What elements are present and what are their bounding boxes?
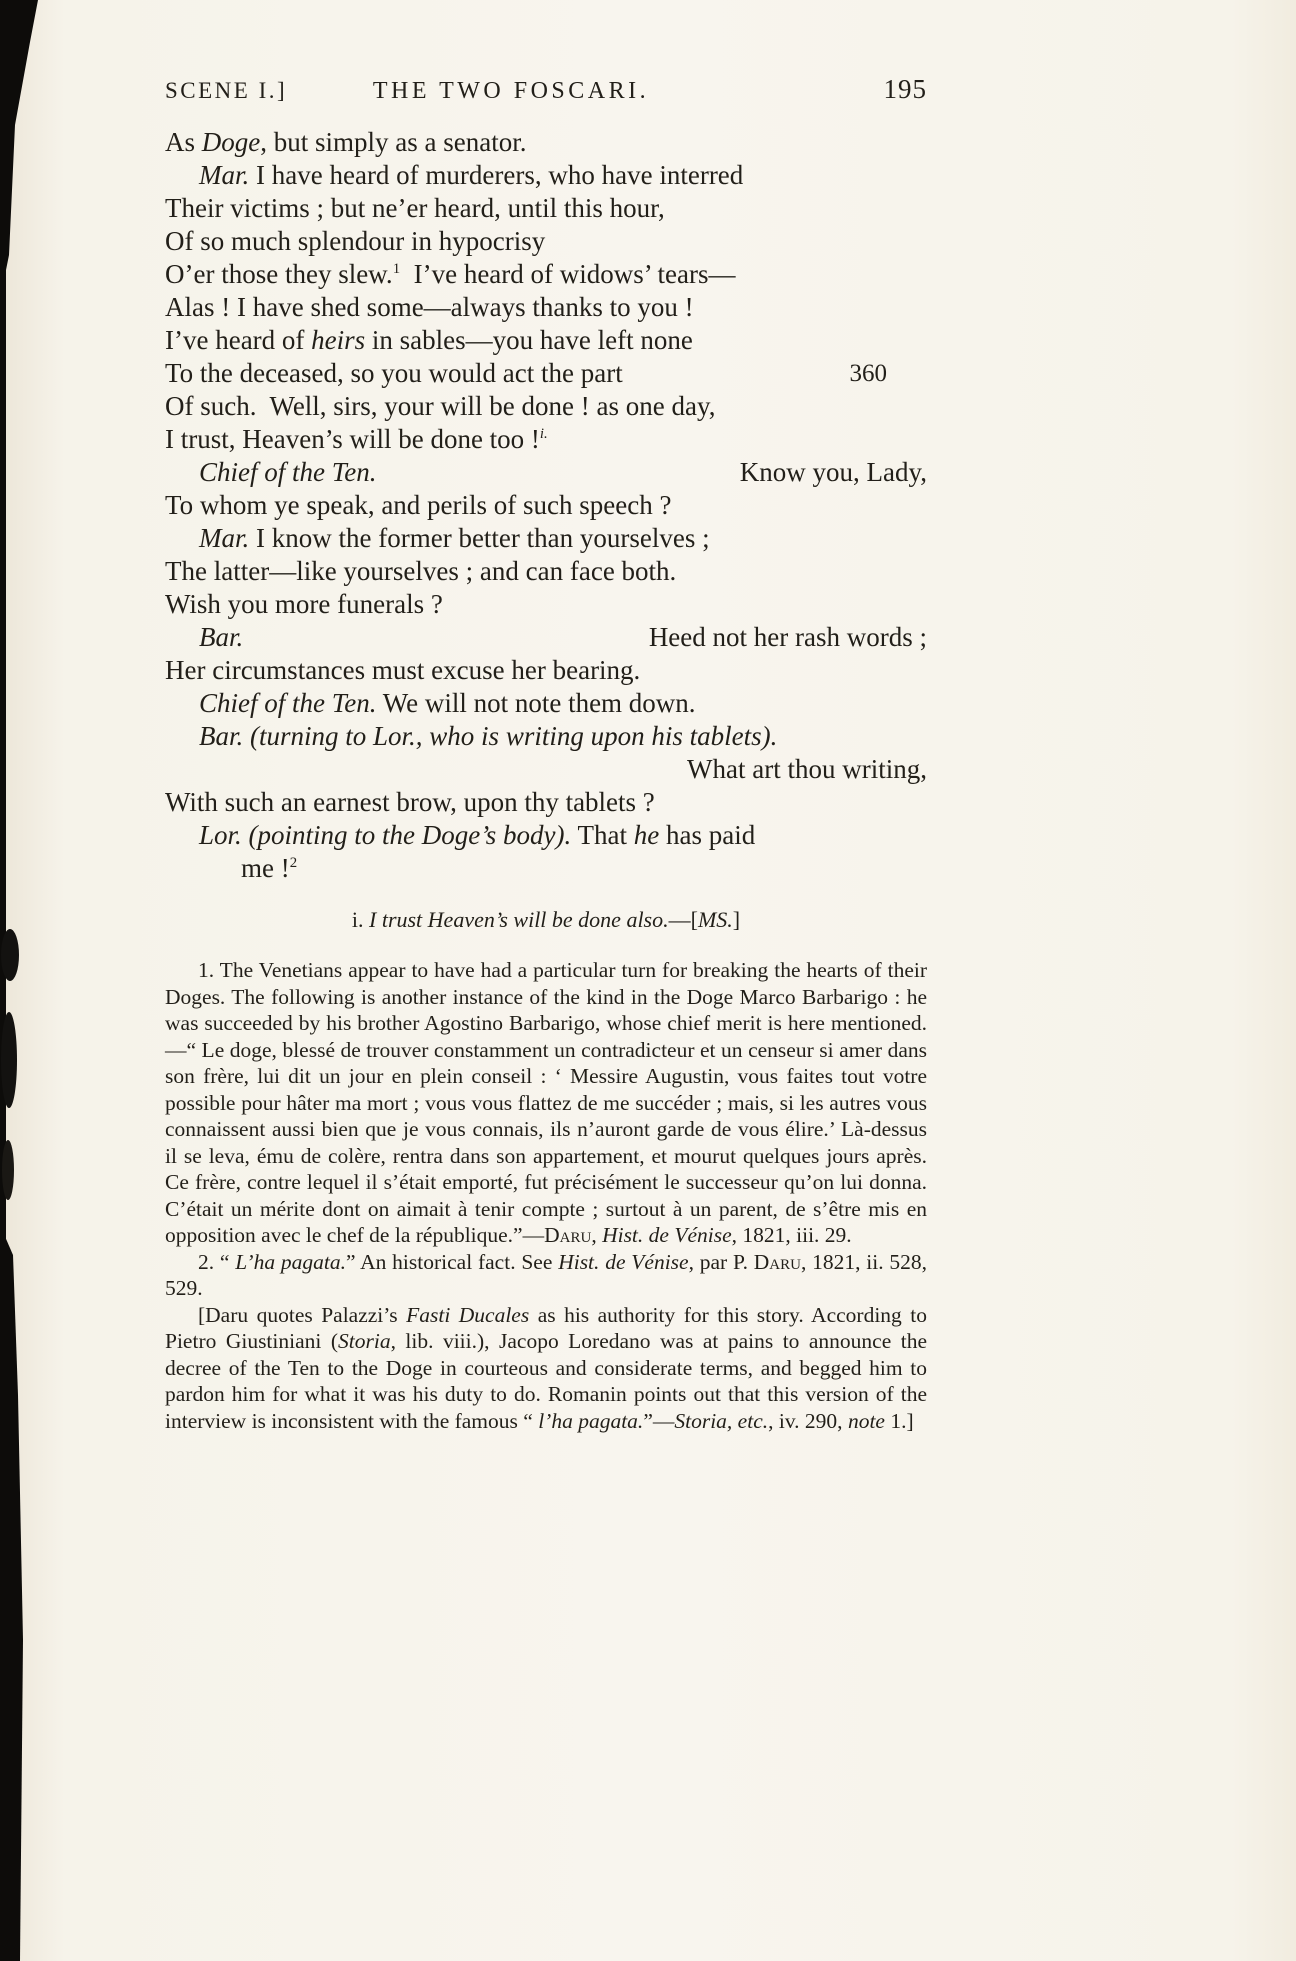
footnote: 1. The Venetians appear to have had a particular turn for breaking the hearts of their Doges. The following is another instance of the kind in the Doge Marco Barbarigo : he was succeeded by his brother Agostino Barbarigo, whose chief merit is here mentioned.—“ Le doge, blessé de trouver constamment un contradicteur et un censeur si amer dans son frère, lui dit un jour en plein conseil : ‘ Messire Augustin, vous faites tout votre possible pour hâter ma mort ; vous vous flattez de me succéder ; mais, si les autres vous connaissent aussi bien que je vous connais, ils n’auront garde de vous élire.’ Là-dessus il se leva, ému de colère, rentra dans son appartement, et mourut quelques jours après. Ce frère, contre lequel il s’était emporté, fut précisément le successeur qu’on lui donna. C’était un mérite dont on aimait à tenir compte ; surtout à un parent, de s’être mis en opposition avec le chef de la république.”—Daru, Hist. de Vénise, 1821, iii. 29. (165, 958, 927, 1247)
verse-line: me !$^2$ (241, 853, 298, 883)
verse-line-right: Know you, Lady, (739, 457, 927, 487)
verse-line: Of so much splendour in hypocrisy (165, 226, 546, 256)
play-text (165, 126, 927, 885)
verse-line: Mar. I know the former better than yourselves ; (199, 523, 710, 553)
verse-line-right: What art thou writing, (687, 754, 927, 784)
verse-line: Of such. Well, sirs, your will be done ! as one day, (165, 391, 716, 421)
verse-line: Chief of the Ten. We will not note them down. (199, 688, 696, 718)
verse-line: I’ve heard of heirs in sables—you have left none (165, 325, 693, 355)
scene-label: SCENE I.] (165, 78, 288, 103)
verse-line: Alas ! I have shed some—always thanks to you ! (165, 292, 694, 322)
running-header (165, 74, 927, 105)
verse-line: As Doge, but simply as a senator. (165, 127, 527, 157)
verse-line: The latter—like yourselves ; and can face both. (165, 556, 677, 586)
verse-line: Bar. Heed not her rash words ; (199, 622, 927, 652)
verse-line: With such an earnest brow, upon thy tablets ? (165, 787, 655, 817)
verse-line: Her circumstances must excuse her bearing. (165, 655, 641, 685)
verse-line: Mar. I have heard of murderers, who have interred (199, 160, 744, 190)
running-title: THE TWO FOSCARI. (372, 78, 650, 104)
verse-line-right: Heed not her rash words ; (648, 622, 927, 652)
verse-line: I trust, Heaven’s will be done too !$^{i.}$ (165, 424, 548, 454)
page-content (165, 74, 927, 1434)
verse-line: Lor. (pointing to the Doge’s body). That he has paid (199, 820, 756, 850)
binding-edge-art (0, 0, 52, 1961)
footnote: 2. “ L’ha pagata.” An historical fact. See Hist. de Vénise, par P. Daru, 1821, ii. 528, 529. (165, 1249, 928, 1300)
verse-line: O’er those they slew.$^1$ I’ve heard of widows’ tears— (165, 259, 736, 289)
verse-line: Chief of the Ten. Know you, Lady, (199, 457, 927, 487)
verse-line: Wish you more funerals ? (165, 589, 443, 619)
footnotes (165, 957, 927, 1434)
variant-note: i. I trust Heaven’s will be done also.—[MS.] (351, 907, 741, 932)
page-number: 195 (883, 74, 927, 104)
verse-line: Bar. (turning to Lor., who is writing upon his tablets). (199, 721, 778, 751)
footnote: [Daru quotes Palazzi’s Fasti Ducales as his authority for this story. According to Pietro Giustiniani (Storia, lib. viii.), Jacopo Loredano was at pains to announce the decree of the Ten to the Doge in courteous and considerate terms, and begged him to pardon him for what it was his duty to do. Romanin points out that this version of the interview is inconsistent with the famous “ l’ha pagata.”—Storia, etc., iv. 290, note 1.] (165, 1302, 927, 1433)
verse-line: Their victims ; but ne’er heard, until this hour, (165, 193, 665, 223)
verse-line: To whom ye speak, and perils of such speech ? (165, 490, 672, 520)
verse-line-number: 360 (849, 360, 887, 387)
verse-line: To the deceased, so you would act the part 360 (165, 357, 927, 390)
verse-line (165, 753, 927, 786)
